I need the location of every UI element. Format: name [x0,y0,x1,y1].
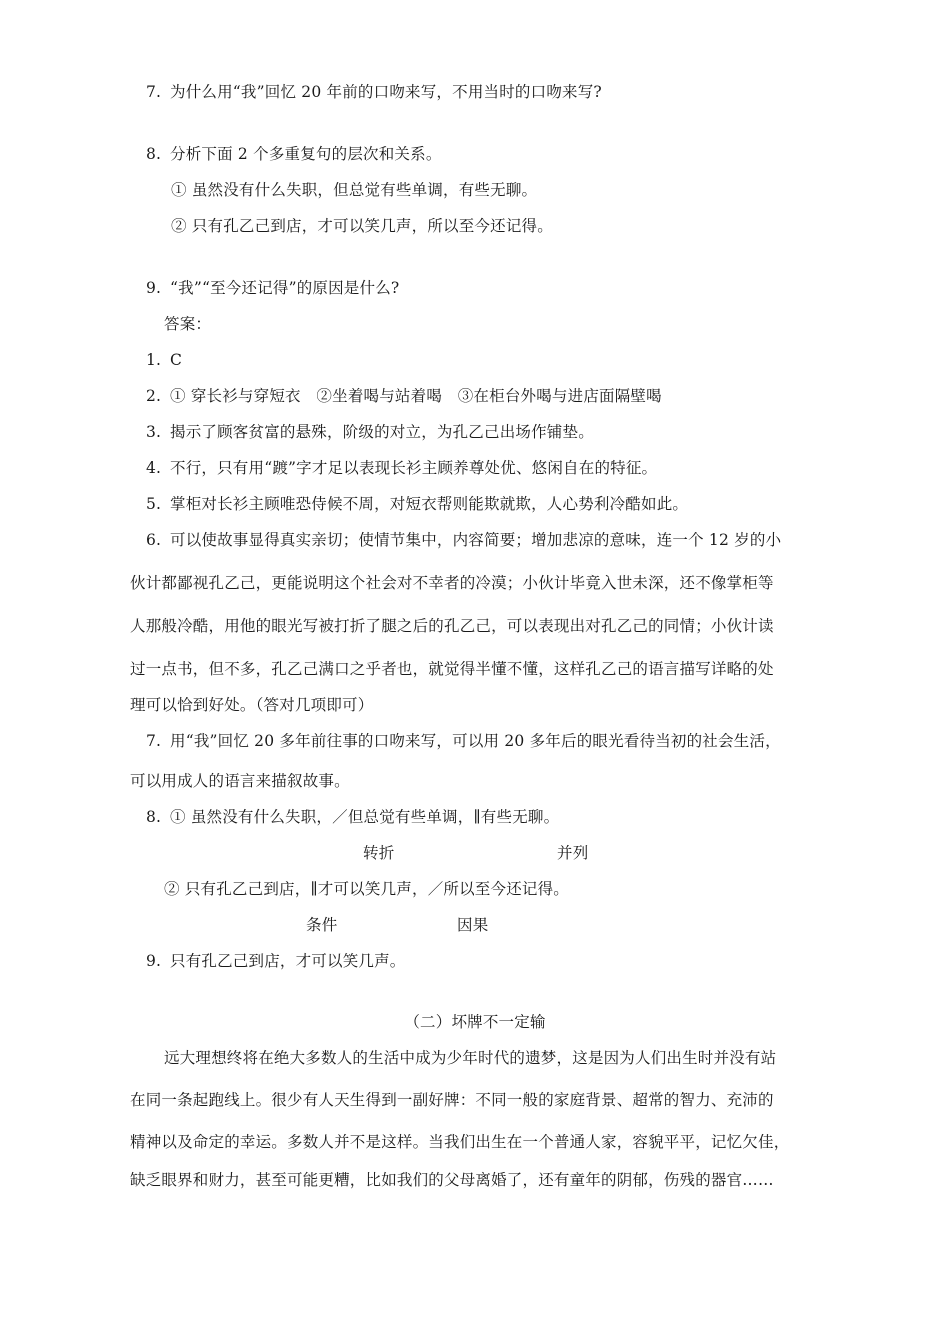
answer-5: 5. 掌柜对长衫主顾唯恐侍候不周，对短衣帮则能欺就欺，人心势利冷酷如此。 [146,495,689,513]
answer-6-line-5: 理可以恰到好处。（答对几项即可） [130,696,374,714]
relation-label-condition: 条件 [306,916,338,934]
answer-7-line-2: 可以用成人的语言来描叙故事。 [130,772,350,790]
answer-6-line-3: 人那般冷酷，用他的眼光写被打折了腿之后的孔乙己，可以表现出对孔乙己的同情；小伙计读 [130,617,774,635]
relation-label-turn: 转折 [363,844,395,862]
paragraph-line-2: 在同一条起跑线上。很少有人天生得到一副好牌：不同一般的家庭背景、超常的智力、充沛的 [130,1091,774,1109]
answer-6-line-4: 过一点书，但不多，孔乙己满口之乎者也，就觉得半懂不懂，这样孔乙己的语言描写详略的处 [130,660,774,678]
answer-8-sentence-1: 8. ① 虽然没有什么失职，／但总觉有些单调，∥有些无聊。 [146,808,560,826]
answer-9: 9. 只有孔乙己到店，才可以笑几声。 [146,952,406,970]
relation-label-parallel: 并列 [557,844,589,862]
answer-6-line-2: 伙计都鄙视孔乙己，更能说明这个社会对不幸者的冷漠；小伙计毕竟入世未深，还不像掌柜等 [130,574,774,592]
question-8-sentence-2: ② 只有孔乙己到店，才可以笑几声，所以至今还记得。 [171,217,553,235]
question-8: 8. 分析下面 2 个多重复句的层次和关系。 [146,145,442,163]
paragraph-line-1: 远大理想终将在绝大多数人的生活中成为少年时代的遗梦，这是因为人们出生时并没有站 [164,1049,777,1067]
paragraph-line-4: 缺乏眼界和财力，甚至可能更糟，比如我们的父母离婚了，还有童年的阴郁，伤残的器官…… [130,1171,774,1189]
answer-1: 1. C [146,351,183,369]
answers-label: 答案： [164,315,212,333]
answer-2: 2. ① 穿长衫与穿短衣 ②坐着喝与站着喝 ③在柜台外喝与进店面隔壁喝 [146,387,662,405]
answer-4: 4. 不行，只有用“踱”字才足以表现长衫主顾养尊处优、悠闲自在的特征。 [146,459,658,477]
question-8-sentence-1: ① 虽然没有什么失职，但总觉有些单调，有些无聊。 [171,181,538,199]
answer-8-sentence-2: ② 只有孔乙己到店，∥才可以笑几声，／所以至今还记得。 [164,880,569,898]
question-7: 7. 为什么用“我”回忆 20 年前的口吻来写，不用当时的口吻来写? [146,83,602,101]
relation-label-cause: 因果 [457,916,489,934]
answer-6-line-1: 6. 可以使故事显得真实亲切；使情节集中，内容简要；增加悲凉的意味，连一个 12 岁的小 [146,531,782,549]
answer-7-line-1: 7. 用“我”回忆 20 多年前往事的口吻来写，可以用 20 多年后的眼光看待当初的社会生活， [146,732,781,750]
question-9: 9. “我”“至今还记得”的原因是什么? [146,279,400,297]
section-title: （二）坏牌不一定输 [404,1013,546,1031]
paragraph-line-3: 精神以及命定的幸运。多数人并不是这样。当我们出生在一个普通人家，容貌平平，记忆欠佳， [130,1133,790,1151]
answer-3: 3. 揭示了顾客贫富的悬殊，阶级的对立，为孔乙己出场作铺垫。 [146,423,594,441]
